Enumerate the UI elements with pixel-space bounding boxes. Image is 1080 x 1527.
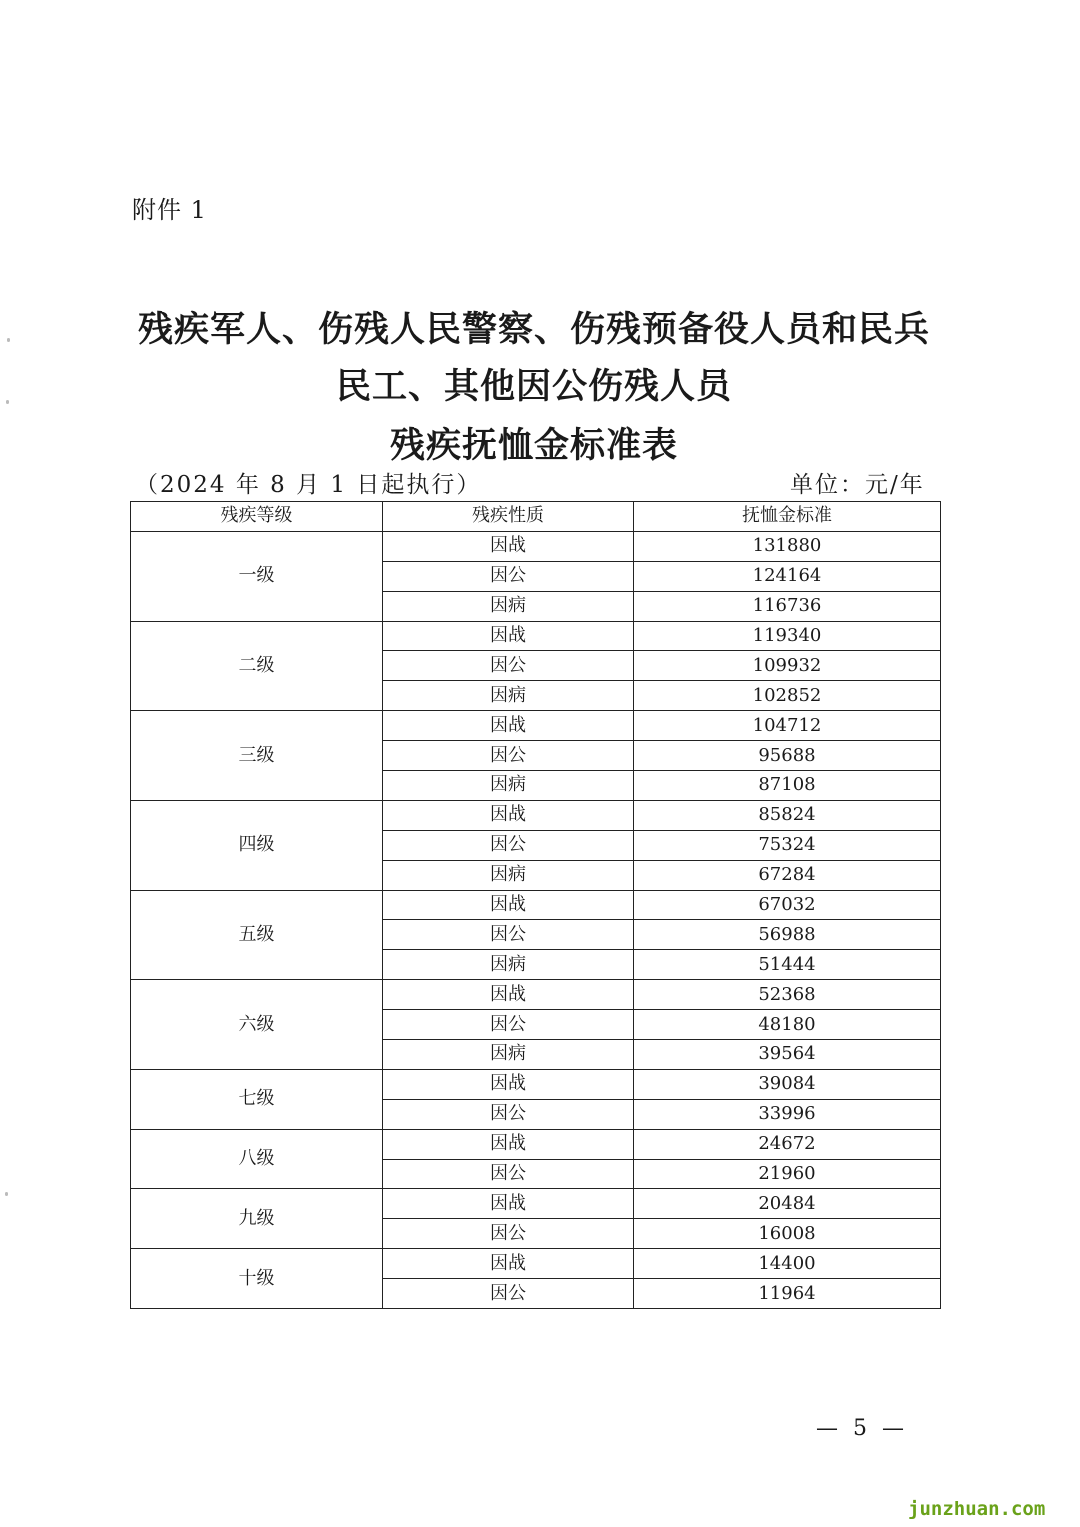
- table-row: [131, 1069, 941, 1099]
- nature-cell: 因战: [383, 1249, 634, 1279]
- nature-cell: 因战: [383, 890, 634, 920]
- grade-cell: 七级: [131, 1069, 383, 1129]
- amount-cell: 131880: [634, 531, 941, 561]
- table-row: [131, 1189, 941, 1219]
- amount-cell: 67032: [634, 890, 941, 920]
- nature-cell: 因公: [383, 1279, 634, 1309]
- nature-cell: 因战: [383, 980, 634, 1010]
- grade-cell: 八级: [131, 1129, 383, 1189]
- table-row: [131, 531, 941, 561]
- amount-cell: 51444: [634, 950, 941, 980]
- amount-cell: 119340: [634, 621, 941, 651]
- amount-cell: 33996: [634, 1099, 941, 1129]
- grade-cell: 四级: [131, 800, 383, 890]
- nature-cell: 因公: [383, 1219, 634, 1249]
- title-line-2: 民工、其他因公伤残人员: [335, 366, 732, 407]
- grade-cell: 二级: [131, 621, 383, 711]
- header-nature: 残疾性质: [383, 502, 634, 532]
- amount-cell: 102852: [634, 681, 941, 711]
- nature-cell: 因战: [383, 711, 634, 741]
- table-row: [131, 800, 941, 830]
- table-row: [131, 711, 941, 741]
- amount-cell: 104712: [634, 711, 941, 741]
- amount-cell: 11964: [634, 1279, 941, 1309]
- amount-cell: 14400: [634, 1249, 941, 1279]
- amount-cell: 48180: [634, 1010, 941, 1040]
- table-row: [131, 1249, 941, 1279]
- nature-cell: 因公: [383, 920, 634, 950]
- title-line-1: 残疾军人、伤残人民警察、伤残预备役人员和民兵: [137, 309, 930, 350]
- table-header-row: [131, 502, 941, 532]
- nature-cell: 因公: [383, 830, 634, 860]
- nature-cell: 因公: [383, 561, 634, 591]
- nature-cell: 因战: [383, 1069, 634, 1099]
- nature-cell: 因病: [383, 591, 634, 621]
- nature-cell: 因公: [383, 651, 634, 681]
- amount-cell: 124164: [634, 561, 941, 591]
- amount-cell: 75324: [634, 830, 941, 860]
- amount-cell: 109932: [634, 651, 941, 681]
- unit-label: 单位：元/年: [790, 472, 925, 498]
- amount-cell: 87108: [634, 771, 941, 801]
- amount-cell: 52368: [634, 980, 941, 1010]
- amount-cell: 39564: [634, 1040, 941, 1070]
- nature-cell: 因公: [383, 1159, 634, 1189]
- grade-cell: 十级: [131, 1249, 383, 1309]
- amount-cell: 21960: [634, 1159, 941, 1189]
- nature-cell: 因战: [383, 621, 634, 651]
- amount-cell: 116736: [634, 591, 941, 621]
- scan-speck: [6, 400, 9, 404]
- amount-cell: 85824: [634, 800, 941, 830]
- nature-cell: 因病: [383, 771, 634, 801]
- grade-cell: 五级: [131, 890, 383, 980]
- page-number: — 5 —: [816, 1416, 908, 1441]
- nature-cell: 因病: [383, 1040, 634, 1070]
- nature-cell: 因战: [383, 1129, 634, 1159]
- table-body: [131, 531, 941, 1308]
- nature-cell: 因病: [383, 681, 634, 711]
- grade-cell: 九级: [131, 1189, 383, 1249]
- watermark-text: junzhuan.com: [908, 1498, 1046, 1520]
- nature-cell: 因战: [383, 800, 634, 830]
- amount-cell: 56988: [634, 920, 941, 950]
- amount-cell: 20484: [634, 1189, 941, 1219]
- title-line-3: 残疾抚恤金标准表: [389, 425, 678, 466]
- table-row: [131, 1129, 941, 1159]
- nature-cell: 因战: [383, 531, 634, 561]
- amount-cell: 95688: [634, 741, 941, 771]
- attachment-label: 附件 1: [132, 196, 207, 224]
- grade-cell: 一级: [131, 531, 383, 621]
- amount-cell: 39084: [634, 1069, 941, 1099]
- nature-cell: 因病: [383, 860, 634, 890]
- nature-cell: 因公: [383, 1010, 634, 1040]
- table-row: [131, 621, 941, 651]
- amount-cell: 24672: [634, 1129, 941, 1159]
- nature-cell: 因公: [383, 741, 634, 771]
- nature-cell: 因战: [383, 1189, 634, 1219]
- scan-speck: [5, 1192, 8, 1196]
- header-grade: 残疾等级: [131, 502, 383, 532]
- table-row: [131, 890, 941, 920]
- grade-cell: 六级: [131, 980, 383, 1070]
- header-amount: 抚恤金标准: [634, 502, 941, 532]
- table-row: [131, 980, 941, 1010]
- grade-cell: 三级: [131, 711, 383, 801]
- nature-cell: 因公: [383, 1099, 634, 1129]
- nature-cell: 因病: [383, 950, 634, 980]
- amount-cell: 16008: [634, 1219, 941, 1249]
- amount-cell: 67284: [634, 860, 941, 890]
- effective-date: （2024 年 8 月 1 日起执行）: [135, 472, 482, 498]
- pension-standard-table: [130, 501, 941, 1309]
- scan-speck: [7, 338, 10, 342]
